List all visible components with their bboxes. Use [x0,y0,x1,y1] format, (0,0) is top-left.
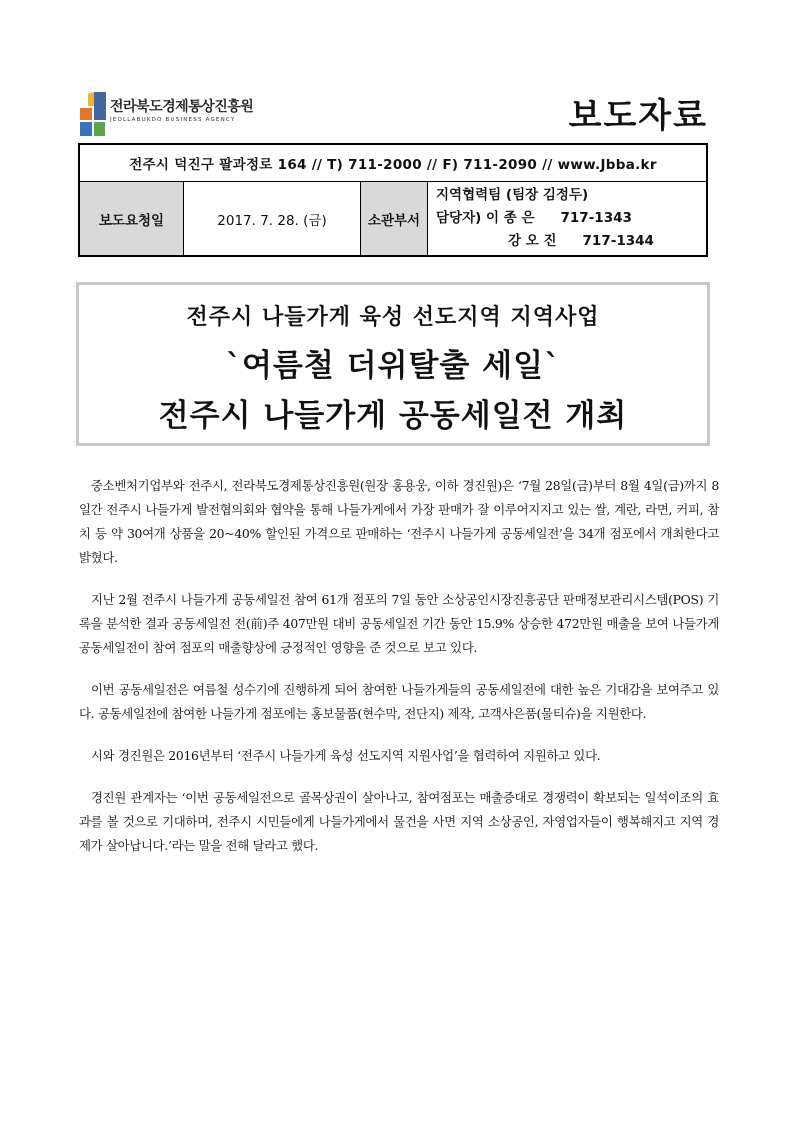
headline-line-2: `여름철 더위탈출 세일` [225,348,561,384]
request-date: 2017. 7. 28. (금) [184,182,361,257]
contact-person-1 [436,207,698,230]
department-label: 소관부서 [361,182,428,257]
request-date-label: 보도요청일 [79,182,184,257]
headline-box [76,282,710,446]
headline-line-3: 전주시 나들가게 공동세일전 개최 [158,398,628,434]
paragraph-4: 시와 경진원은 2016년부터 ‘전주시 나들가게 육성 선도지역 지원사업’을 협력하여 지원하고 있다. [91,748,601,763]
org-name-english: JEOLLABUKDO BUSINESS AGENCY [110,117,236,123]
paragraph-5: 경진원 관계자는 ‘이번 공동세일전으로 골목상권이 살아나고, 참여점포는 매출증대로 경쟁력이 확보되는 일석이조의 효과를 볼 것으로 기대하며, 전주시 시민들에게 나들가게에서 물건을 사면 지역 소상공인, 자영업자들이 행복해지고 지역 경제가 살아납니다.’라는 말을 전해 달라고 했다. [79,790,719,853]
info-table [78,143,708,257]
org-name: 전라북도경제통상진흥원 [110,99,254,115]
department-info [428,182,708,257]
paragraph-1: 중소벤처기업부와 전주시, 전라북도경제통상진흥원(원장 홍용웅, 이하 경진원)은 ‘7월 28일(금)부터 8월 4일(금)까지 8일간 전주시 나들가게 발전협의회와 협약을 통해 나들가게에서 가장 판매가 잘 이루어지지고 있는 쌀, 계란, 라면, 커피, 참치 등 약 30여개 상품을 20~40% 할인된 가격으로 판매하는 ‘전주시 나들가게 공동세일전’을 34개 점포에서 개최한다고 밝혔다. [79,478,719,565]
contact-person-2 [436,230,698,253]
article-body [79,474,719,876]
department-team: 지역협력팀 (팀장 김정두) [436,187,589,203]
document-type-title: 보도자료 [568,96,708,136]
paragraph-3: 이번 공동세일전은 여름철 성수기에 진행하게 되어 참여한 나들가게들의 공동세일전에 대한 높은 기대감을 보여주고 있다. 공동세일전에 참여한 나들가게 점포에는 홍보물품(현수막, 전단지) 제작, 고객사은품(물티슈)을 지원한다. [79,682,719,721]
contact-person-2-name: 강 오 진 [508,233,557,249]
contact-person-1-phone: 717-1343 [560,210,632,226]
contact-line: 전주시 덕진구 팔과정로 164 // T) 711-2000 // F) 711-2090 // www.Jbba.kr [79,144,707,182]
org-logo [78,90,288,140]
paragraph-2: 지난 2월 전주시 나들가게 공동세일전 참여 61개 점포의 7일 동안 소상공인시장진흥공단 판매정보관리시스템(POS) 기록을 분석한 결과 공동세일전 전(前)주 407만원 대비 공동세일전 기간 동안 15.9% 상승한 472만원 매출을 보여 나들가게 공동세일전이 참여 점포의 매출향상에 긍정적인 영향을 준 것으로 보고 있다. [79,592,719,655]
headline-line-1: 전주시 나들가게 육성 선도지역 지역사업 [186,304,600,330]
page-header [78,88,708,140]
contact-person-2-phone: 717-1344 [582,233,654,249]
org-logo-icon [78,90,108,138]
contact-person-1-name: 담당자) 이 종 은 [436,210,535,226]
